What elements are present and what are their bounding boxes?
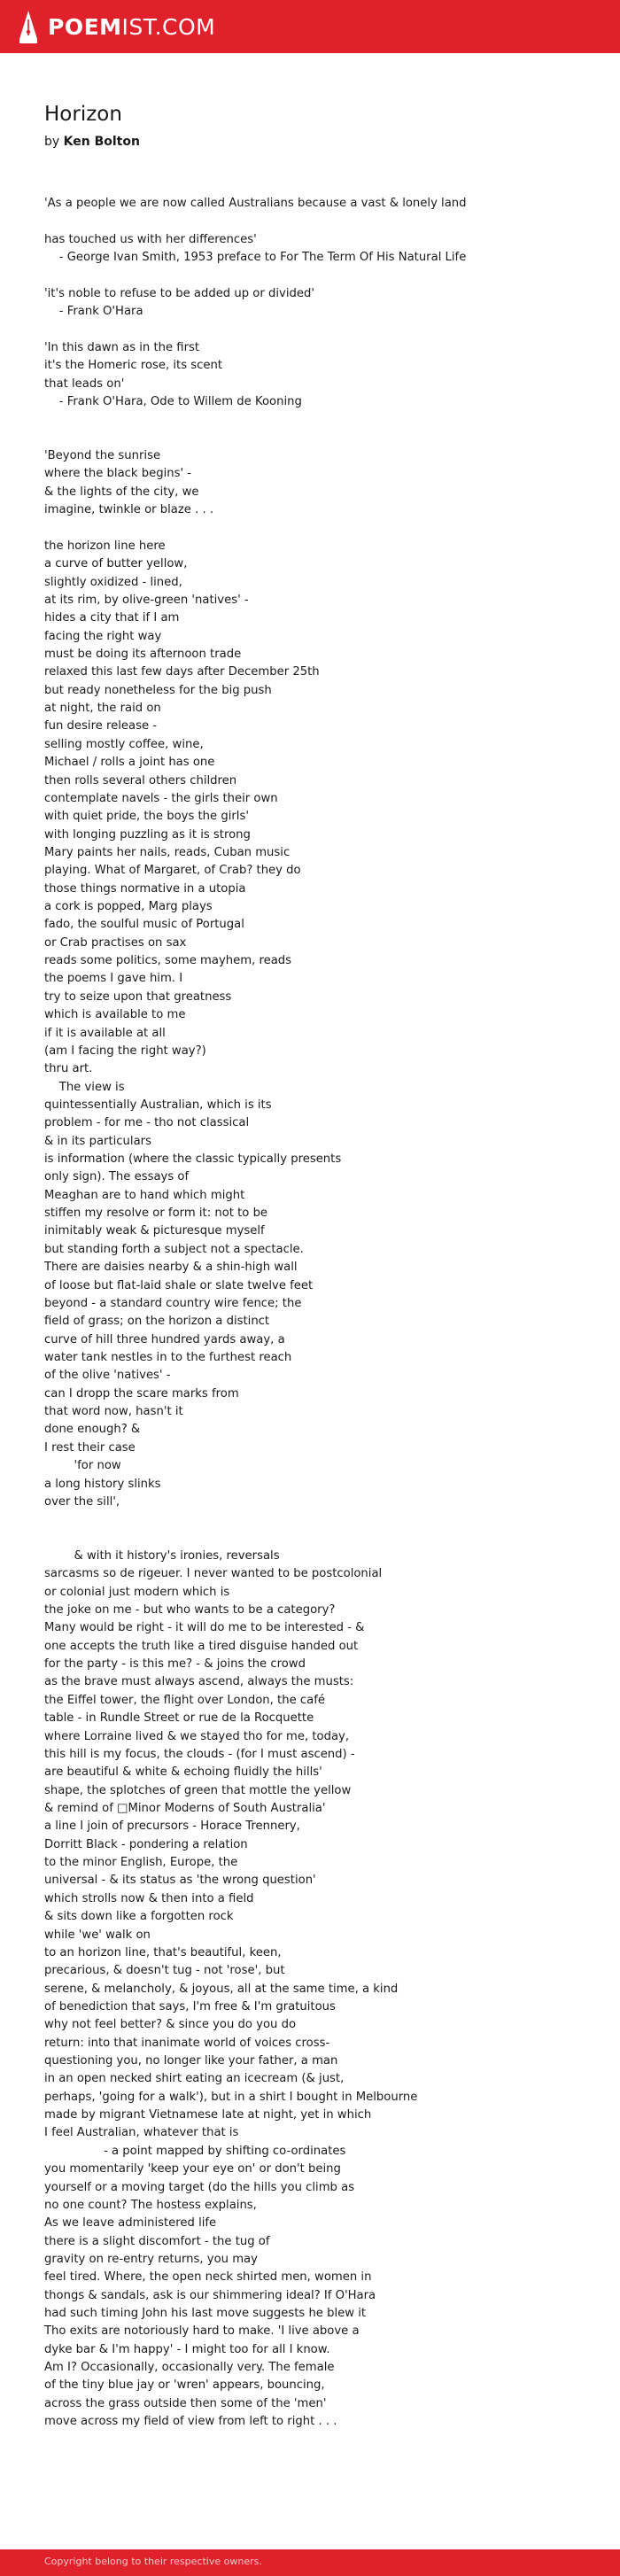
- poem-line: beyond - a standard country wire fence; the: [44, 1296, 302, 1310]
- logo-text-bold: POEM: [48, 13, 122, 40]
- stanza-break: [44, 267, 467, 284]
- poem-line: (am I facing the right way?): [44, 1044, 206, 1058]
- poem-line: of the tiny blue jay or 'wren' appears, bouncing,: [44, 2378, 325, 2393]
- poem-line: no one count? The hostess explains,: [44, 2198, 257, 2212]
- poem-line: but standing forth a subject not a spectacle.: [44, 1242, 304, 1256]
- copyright-notice: Copyright belong to their respective owners.: [44, 2556, 262, 2567]
- poem-line: water tank nestles in to the furthest reach: [44, 1351, 292, 1364]
- poem-line: over the sill',: [44, 1494, 120, 1509]
- poem-line: at its rim, by olive-green 'natives' -: [44, 593, 249, 607]
- poem-line: that leads on': [44, 376, 125, 391]
- poem-line: stiffen my resolve or form it: not to be: [44, 1207, 268, 1221]
- stanza-break: [44, 519, 467, 537]
- poem-line: a cork is popped, Marg plays: [44, 900, 213, 914]
- poem-line: sarcasms so de rigeuer. I never wanted to be postcolonial: [44, 1567, 383, 1581]
- poem-line: Mary paints her nails, reads, Cuban music: [44, 845, 291, 859]
- poem-line: of benediction that says, I'm free & I'm gratuitous: [44, 1999, 336, 2013]
- site-logo[interactable]: [48, 14, 215, 40]
- poem-line: reads some politics, some mayhem, reads: [44, 954, 292, 968]
- stanza-break: [44, 322, 467, 339]
- poem-line: facing the right way: [44, 629, 162, 643]
- stanza-break: [44, 1530, 467, 1548]
- poem-line: to the minor English, Europe, the: [44, 1856, 238, 1870]
- poem-line: 'Beyond the sunrise: [44, 449, 161, 463]
- poem-line: a line I join of precursors - Horace Trennery,: [44, 1819, 300, 1834]
- poem-line: 'As a people we are now called Australians because a vast & lonely land: [44, 197, 467, 210]
- poem-line: slightly oxidized - lined,: [44, 575, 182, 589]
- poem-line: contemplate navels - the girls their own: [44, 791, 278, 805]
- poem-line: & the lights of the city, we: [44, 485, 199, 499]
- poem-line: this hill is my focus, the clouds - (for I must ascend) -: [44, 1747, 355, 1761]
- poem-line: As we leave administered life: [44, 2216, 217, 2231]
- poem-line: why not feel better? & since you do you do: [44, 2018, 297, 2032]
- poem-line: must be doing its afternoon trade: [44, 647, 242, 661]
- poem-line: Meaghan are to hand which might: [44, 1188, 245, 1202]
- author-name[interactable]: Ken Bolton: [63, 135, 140, 149]
- poem-line: & with it history's ironies, reversals: [44, 1548, 280, 1563]
- poem-line: is information (where the classic typically presents: [44, 1152, 342, 1167]
- poem-line: & remind of □Minor Moderns of South Australia': [44, 1801, 326, 1815]
- poem-line: precarious, & doesn't tug - not 'rose', but: [44, 1964, 285, 1978]
- poem-line: while 'we' walk on: [44, 1928, 151, 1942]
- poem-line: fado, the soulful music of Portugal: [44, 918, 244, 932]
- poem-line: & sits down like a forgotten rock: [44, 1910, 234, 1924]
- poem-line: problem - for me - tho not classical: [44, 1116, 250, 1130]
- poem-line: table - in Rundle Street or rue de la Rocquette: [44, 1711, 314, 1726]
- poem-line: a long history slinks: [44, 1477, 161, 1491]
- poem-line: had such timing John his last move suggests he blew it: [44, 2307, 367, 2321]
- poem-line: one accepts the truth like a tired disguise handed out: [44, 1639, 359, 1653]
- poem-line: return: into that inanimate world of voices cross-: [44, 2036, 330, 2050]
- poem-line: can I dropp the scare marks from: [44, 1386, 239, 1401]
- poem-title: Horizon: [44, 103, 122, 126]
- poem-line: are beautiful & white & echoing fluidly the hills': [44, 1765, 322, 1780]
- poem-line: field of grass; on the horizon a distinct: [44, 1315, 270, 1329]
- poem-line: of loose but flat-laid shale or slate twelve feet: [44, 1278, 314, 1292]
- poem-line: 'for now: [44, 1459, 121, 1473]
- poem-line: move across my field of view from left to right . . .: [44, 2415, 337, 2429]
- by-label: by: [44, 135, 60, 149]
- poem-line: or colonial just modern which is: [44, 1585, 230, 1599]
- poem-line: hides a city that if I am: [44, 611, 180, 625]
- poem-line: where Lorraine lived & we stayed tho for me, today,: [44, 1729, 350, 1743]
- poem-line: if it is available at all: [44, 1026, 166, 1040]
- poem-line: Michael / rolls a joint has one: [44, 756, 215, 770]
- poem-line: in an open necked shirt eating an icecream (& just,: [44, 2072, 345, 2086]
- poem-line: & in its particulars: [44, 1134, 151, 1148]
- poem-line: there is a slight discomfort - the tug of: [44, 2234, 270, 2248]
- poem-line: only sign). The essays of: [44, 1170, 190, 1184]
- poem-line: There are daisies nearby & a shin-high wall: [44, 1261, 298, 1275]
- poem-line: which is available to me: [44, 1008, 186, 1022]
- poem-line: the Eiffel tower, the flight over London, the café: [44, 1693, 325, 1707]
- poem-line: across the grass outside then some of the 'men': [44, 2396, 327, 2410]
- poem-line: perhaps, 'going for a walk'), but in a shirt I bought in Melbourne: [44, 2090, 418, 2104]
- poem-line: with quiet pride, the boys the girls': [44, 810, 249, 824]
- byline: [44, 135, 140, 149]
- poem-line: 'it's noble to refuse to be added up or divided': [44, 286, 314, 300]
- poem-line: I feel Australian, whatever that is: [44, 2126, 239, 2140]
- poem-line: - George Ivan Smith, 1953 preface to For The Term Of His Natural Life: [44, 251, 467, 265]
- poem-line: feel tired. Where, the open neck shirted men, women in: [44, 2270, 372, 2285]
- poem-line: which strolls now & then into a field: [44, 1891, 254, 1905]
- poem-line: universal - & its status as 'the wrong question': [44, 1874, 316, 1888]
- poem-line: Am I? Occasionally, occasionally very. The female: [44, 2361, 335, 2375]
- poem-line: done enough? &: [44, 1423, 141, 1437]
- poem-line: a curve of butter yellow,: [44, 557, 188, 571]
- poem-line: the poems I gave him. I: [44, 972, 183, 986]
- poem-line: Many would be right - it will do me to be interested - &: [44, 1621, 365, 1635]
- poem-line: 'In this dawn as in the first: [44, 340, 200, 354]
- poem-line: it's the Homeric rose, its scent: [44, 359, 223, 373]
- poem-line: at night, the raid on: [44, 702, 161, 716]
- poem-line: thongs & sandals, ask is our shimmering ideal? If O'Hara: [44, 2288, 376, 2302]
- poem-line: selling mostly coffee, wine,: [44, 737, 204, 751]
- poem-line: curve of hill three hundred yards away, a: [44, 1332, 285, 1346]
- poem-line: where the black begins' -: [44, 467, 192, 481]
- poem-line: dyke bar & I'm happy' - I might too for all I know.: [44, 2342, 330, 2356]
- pen-nib-icon[interactable]: [18, 9, 39, 44]
- poem-line: to an horizon line, that's beautiful, keen,: [44, 1945, 282, 1959]
- poem-line: Tho exits are notoriously hard to make. 'I live above a: [44, 2324, 360, 2339]
- poem-line: with longing puzzling as it is strong: [44, 827, 251, 842]
- poem-line: as the brave must always ascend, always the musts:: [44, 1675, 354, 1689]
- poem-line: fun desire release -: [44, 719, 158, 733]
- poem-line: relaxed this last few days after December 25th: [44, 665, 320, 679]
- poem-line: yourself or a moving target (do the hills you climb as: [44, 2180, 355, 2194]
- poem-line: gravity on re-entry returns, you may: [44, 2252, 258, 2266]
- site-footer: [0, 2549, 620, 2576]
- poem-line: for the party - is this me? - & joins the crowd: [44, 1657, 306, 1672]
- poem-line: those things normative in a utopia: [44, 881, 246, 896]
- poem-line: try to seize upon that greatness: [44, 989, 232, 1004]
- poem-line: the horizon line here: [44, 539, 166, 553]
- poem-line: I rest their case: [44, 1440, 136, 1455]
- poem-body: [44, 195, 467, 2432]
- poem-line: questioning you, no longer like your father, a man: [44, 2054, 338, 2068]
- poem-line: The view is: [44, 1080, 125, 1094]
- poem-line: made by migrant Vietnamese late at night, yet in which: [44, 2108, 372, 2122]
- poem-line: you momentarily 'keep your eye on' or don't being: [44, 2162, 341, 2176]
- poem-line: inimitably weak & picturesque myself: [44, 1224, 265, 1238]
- poem-line: quintessentially Australian, which is its: [44, 1098, 272, 1112]
- poem-line: or Crab practises on sax: [44, 935, 187, 950]
- logo-text-light: IST.COM: [121, 13, 216, 40]
- poem-line: thru art.: [44, 1062, 93, 1076]
- poem-line: - a point mapped by shifting co-ordinates: [44, 2144, 346, 2158]
- poem-line: serene, & melancholy, & joyous, all at the same time, a kind: [44, 1982, 399, 1996]
- poem-line: that word now, hasn't it: [44, 1405, 183, 1419]
- poem-line: - Frank O'Hara, Ode to Willem de Kooning: [44, 394, 302, 408]
- stanza-break: [44, 430, 467, 447]
- poem-line: playing. What of Margaret, of Crab? they do: [44, 864, 301, 878]
- stanza-break: [44, 213, 467, 230]
- poem-line: the joke on me - but who wants to be a category?: [44, 1603, 336, 1618]
- poem-line: - Frank O'Hara: [44, 305, 143, 319]
- stanza-break: [44, 1511, 467, 1529]
- poem-line: shape, the splotches of green that mottle the yellow: [44, 1783, 352, 1797]
- poem-line: but ready nonetheless for the big push: [44, 683, 272, 697]
- poem-line: has touched us with her differences': [44, 232, 257, 246]
- poem-line: then rolls several others children: [44, 773, 237, 788]
- poem-line: Dorritt Black - pondering a relation: [44, 1837, 248, 1851]
- site-header: [0, 0, 620, 53]
- stanza-break: [44, 411, 467, 429]
- poem-line: imagine, twinkle or blaze . . .: [44, 503, 214, 517]
- poem-line: of the olive 'natives' -: [44, 1369, 171, 1383]
